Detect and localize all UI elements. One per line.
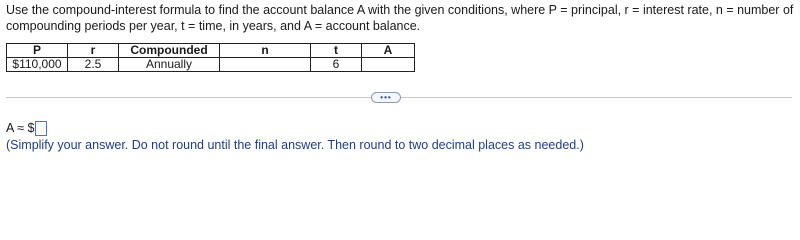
header-time: t: [311, 44, 362, 58]
cell-balance: [362, 58, 415, 72]
table-header-row: [7, 44, 415, 58]
table-row: [7, 58, 415, 72]
answer-hint: (Simplify your answer. Do not round until the final answer. Then round to two decimal places as needed.): [6, 138, 584, 152]
answer-prefix: A ≈ $: [6, 121, 35, 135]
more-dots-icon: •••: [380, 92, 392, 102]
cell-rate: 2.5: [68, 58, 119, 72]
header-rate: r: [68, 44, 119, 58]
header-compounded: Compounded: [119, 44, 220, 58]
cell-periods: [220, 58, 311, 72]
answer-row: [6, 121, 47, 136]
header-balance: A: [362, 44, 415, 58]
answer-input[interactable]: [35, 121, 47, 136]
problem-instruction: Use the compound-interest formula to find the account balance A with the given conditions, where P = principal, r = interest rate, n = number of compounding periods per year, t = time, in years, and A = account balance.: [6, 3, 794, 33]
cell-principal: $110,000: [7, 58, 68, 72]
header-principal: P: [7, 44, 68, 58]
given-conditions-table: [6, 43, 415, 72]
expand-more-button[interactable]: [371, 92, 401, 103]
cell-compounded: Annually: [119, 58, 220, 72]
cell-time: 6: [311, 58, 362, 72]
header-periods: n: [220, 44, 311, 58]
